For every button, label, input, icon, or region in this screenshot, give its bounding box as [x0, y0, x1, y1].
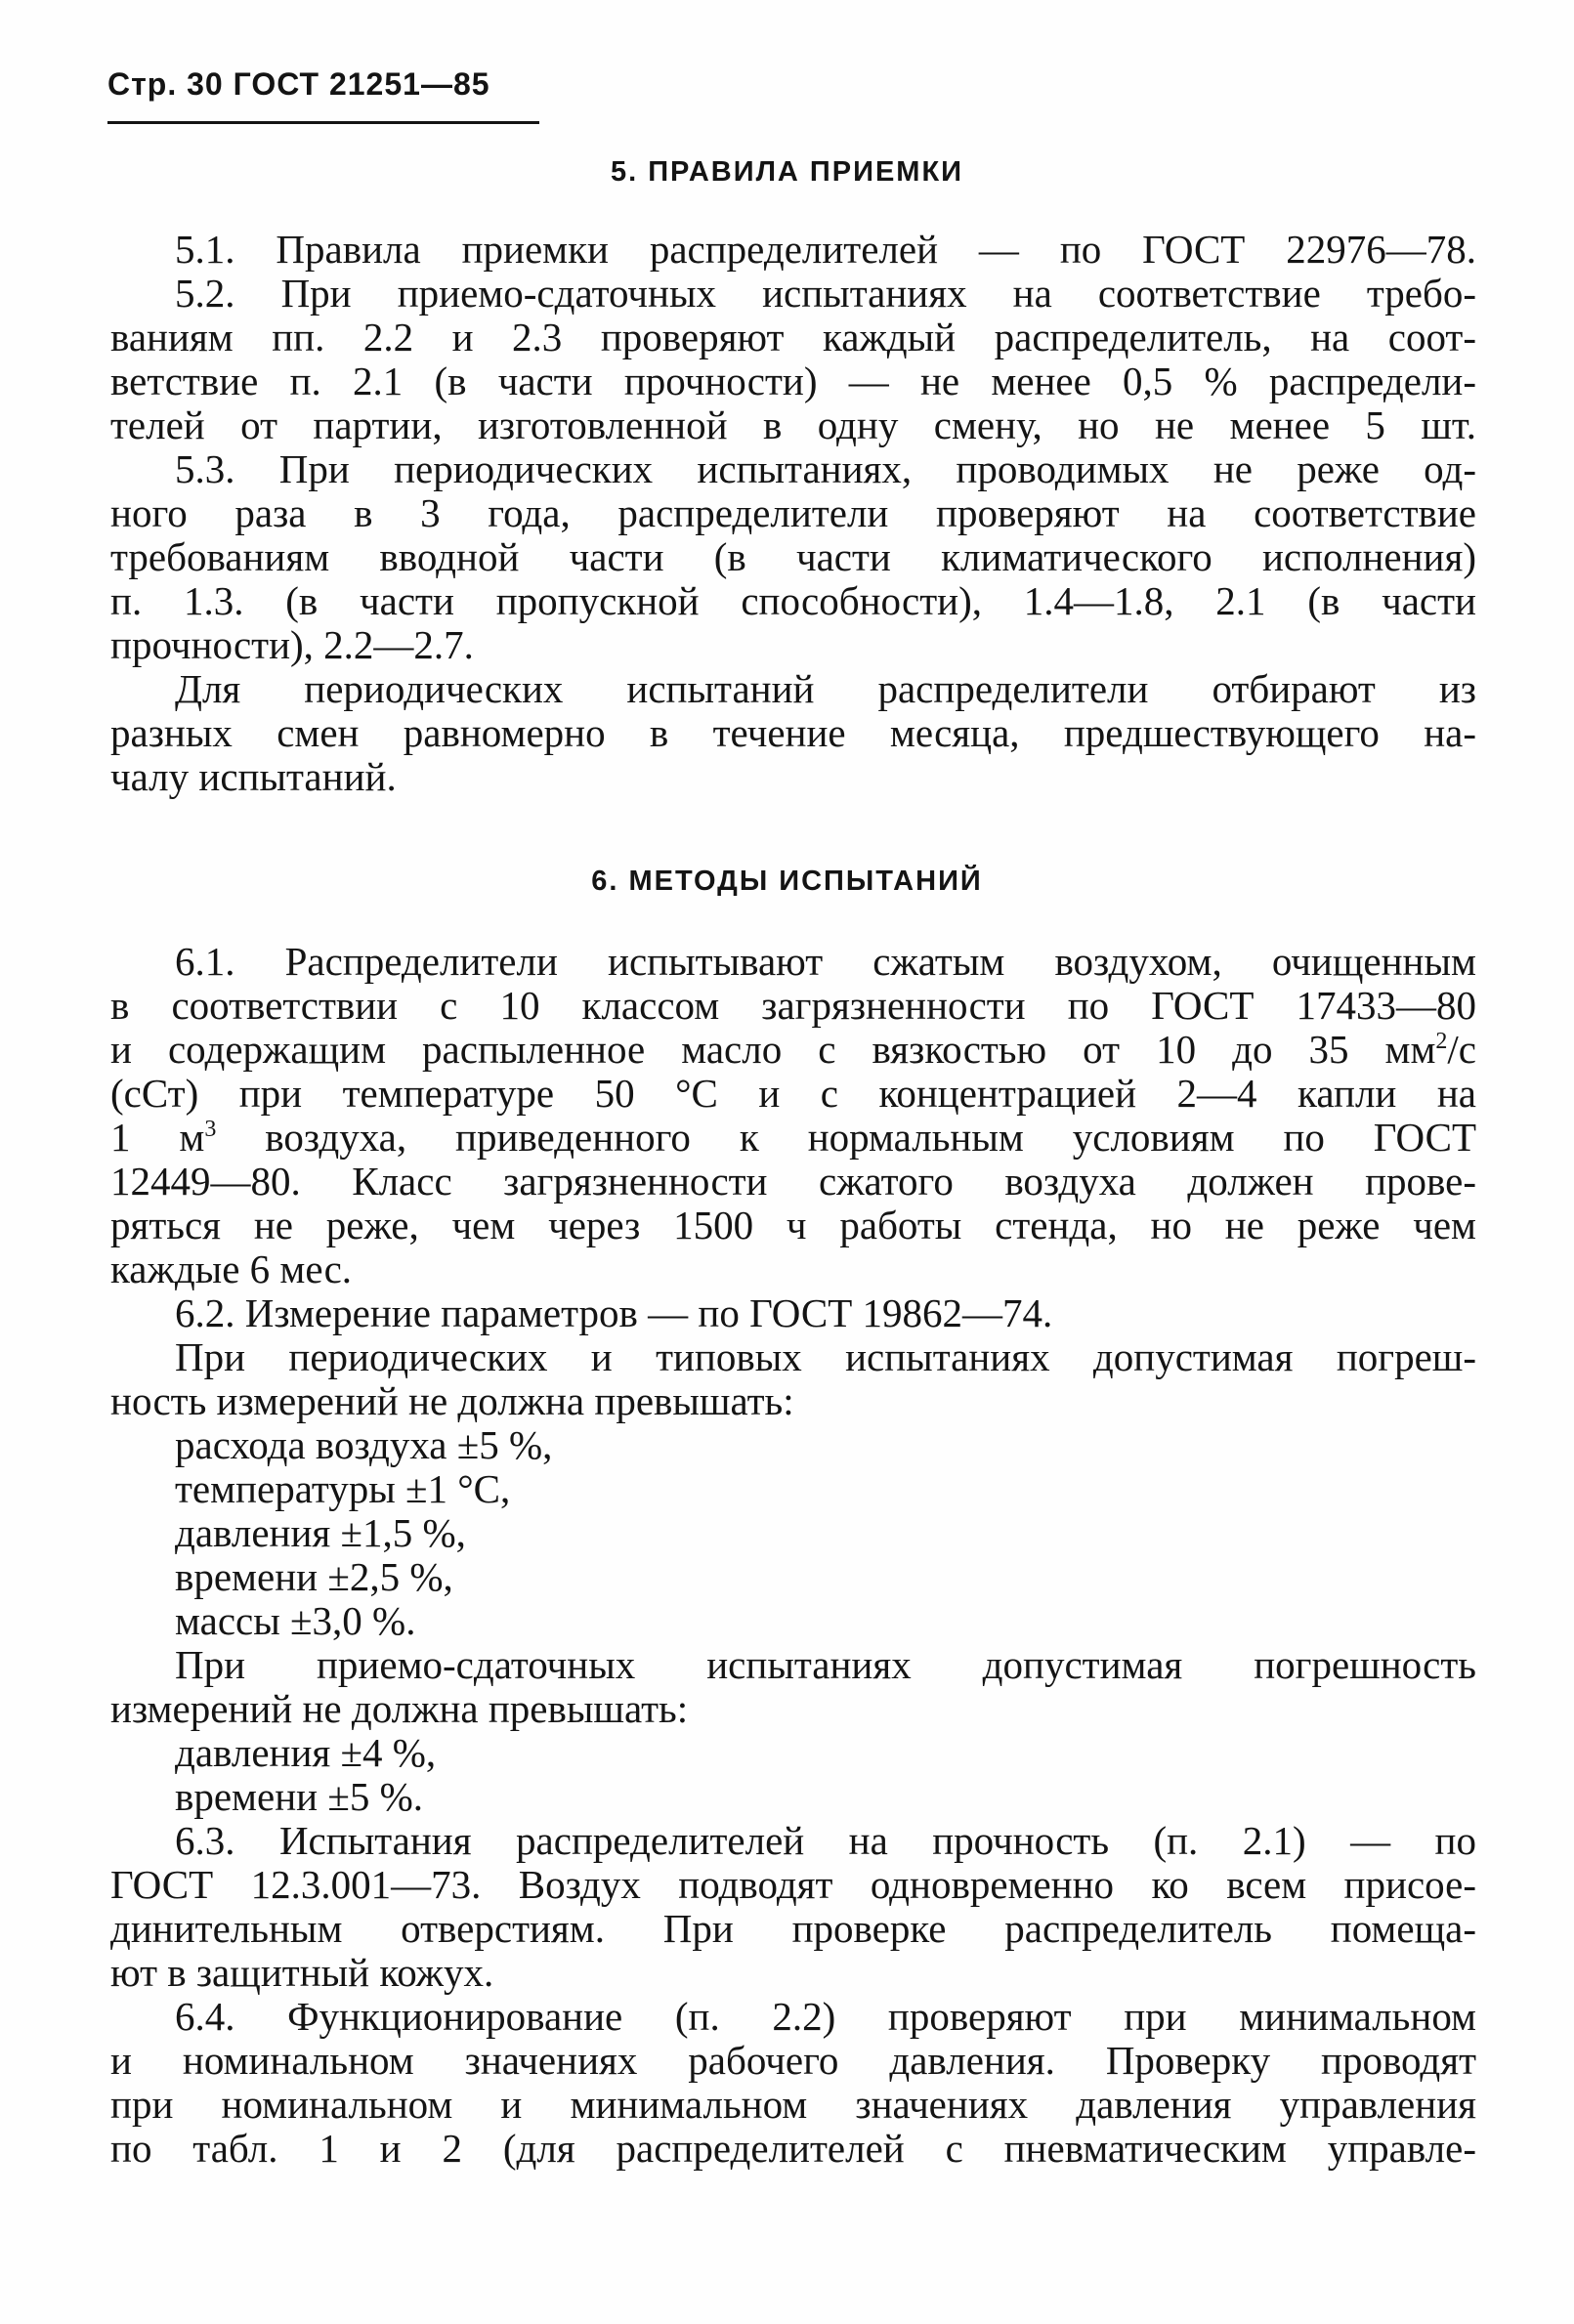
text-line: телей от партии, изготовленной в одну смену, но не менее 5 шт. — [110, 402, 1476, 447]
text-line: Для периодических испытаний распределители отбирают из — [175, 666, 1476, 711]
text-line: разных смен равномерно в течение месяца, предшествующего на- — [110, 710, 1476, 755]
text-fragment: воздуха, приведенного к нормальным условиям по ГОСТ — [216, 1115, 1476, 1160]
text-line: ют в защитный кожух. — [110, 1950, 494, 1995]
section-6-body — [110, 940, 1476, 2171]
text-line: 6.2. Измерение параметров — по ГОСТ 19862—74. — [175, 1290, 1053, 1335]
section-5-title: 5. ПРАВИЛА ПРИЕМКИ — [610, 156, 964, 188]
text-line: динительным отверстиям. При проверке распределитель помеща- — [110, 1906, 1476, 1951]
text-line: при номинальном и минимальном значениях давления управления — [110, 2082, 1476, 2127]
text-line: 5.2. При приемо-сдаточных испытаниях на соответствие требо- — [175, 271, 1476, 316]
text-line: ветствие п. 2.1 (в части прочности) — не менее 0,5 % распредели- — [110, 359, 1476, 403]
text-line: чалу испытаний. — [110, 754, 397, 799]
text-line: ность измерений не должна превышать: — [110, 1378, 794, 1423]
section-6-title: 6. МЕТОДЫ ИСПЫТАНИЙ — [591, 866, 983, 897]
text-line: 6.4. Функционирование (п. 2.2) проверяют при минимальном — [175, 1994, 1476, 2039]
text-line: 6.3. Испытания распределителей на прочность (п. 2.1) — по — [175, 1818, 1476, 1863]
superscript: 3 — [204, 1117, 217, 1142]
list-item: температуры ±1 °С, — [175, 1466, 511, 1511]
text-line: по табл. 1 и 2 (для распределителей с пневматическим управле- — [110, 2126, 1476, 2171]
text-fragment: 1 м — [110, 1115, 205, 1160]
text-line: При приемо-сдаточных испытаниях допустимая погрешность — [175, 1642, 1476, 1687]
list-item: расхода воздуха ±5 %, — [175, 1422, 553, 1467]
text-line: ряться не реже, чем через 1500 ч работы стенда, но не реже чем — [110, 1203, 1476, 1247]
text-line: (сСт) при температуре 50 °С и с концентрацией 2—4 капли на — [110, 1071, 1476, 1116]
text-line: При периодических и типовых испытаниях допустимая погреш- — [175, 1334, 1476, 1379]
text-line: п. 1.3. (в части пропускной способности), 1.4—1.8, 2.1 (в части — [110, 578, 1476, 623]
text-line: 5.3. При периодических испытаниях, проводимых не реже од- — [175, 446, 1476, 491]
text-line — [110, 1028, 1476, 1072]
list-item: времени ±5 %. — [175, 1774, 423, 1819]
text-line: 12449—80. Класс загрязненности сжатого воздуха должен прове- — [110, 1159, 1476, 1204]
text-line: требованиям вводной части (в части климатического исполнения) — [110, 534, 1476, 579]
page-header: Стр. 30 ГОСТ 21251—85 — [107, 66, 490, 102]
list-item: времени ±2,5 %, — [175, 1554, 453, 1599]
list-item: давления ±1,5 %, — [175, 1510, 466, 1555]
text-line: прочности), 2.2—2.7. — [110, 622, 474, 667]
text-line — [110, 1116, 1476, 1160]
section-5-body — [110, 228, 1476, 799]
list-item: массы ±3,0 %. — [175, 1598, 416, 1643]
text-line: и номинальном значениях рабочего давления. Проверку проводят — [110, 2038, 1476, 2083]
text-fragment: /с — [1447, 1027, 1476, 1072]
text-line: ваниям пп. 2.2 и 2.3 проверяют каждый распределитель, на соот- — [110, 315, 1476, 359]
superscript: 2 — [1435, 1029, 1448, 1054]
text-line: каждые 6 мес. — [110, 1247, 353, 1291]
text-line: измерений не должна превышать: — [110, 1686, 689, 1731]
list-item: давления ±4 %, — [175, 1730, 437, 1775]
text-line: в соответствии с 10 классом загрязненности по ГОСТ 17433—80 — [110, 983, 1476, 1028]
text-line: 6.1. Распределители испытывают сжатым воздухом, очищенным — [175, 939, 1476, 984]
text-line: 5.1. Правила приемки распределителей — по ГОСТ 22976—78. — [175, 227, 1476, 272]
text-line: ного раза в 3 года, распределители проверяют на соответствие — [110, 490, 1476, 535]
header-rule — [107, 121, 539, 124]
text-line: ГОСТ 12.3.001—73. Воздух подводят одновременно ко всем присое- — [110, 1862, 1476, 1907]
text-fragment: и содержащим распыленное масло с вязкостью от 10 до 35 мм — [110, 1027, 1436, 1072]
